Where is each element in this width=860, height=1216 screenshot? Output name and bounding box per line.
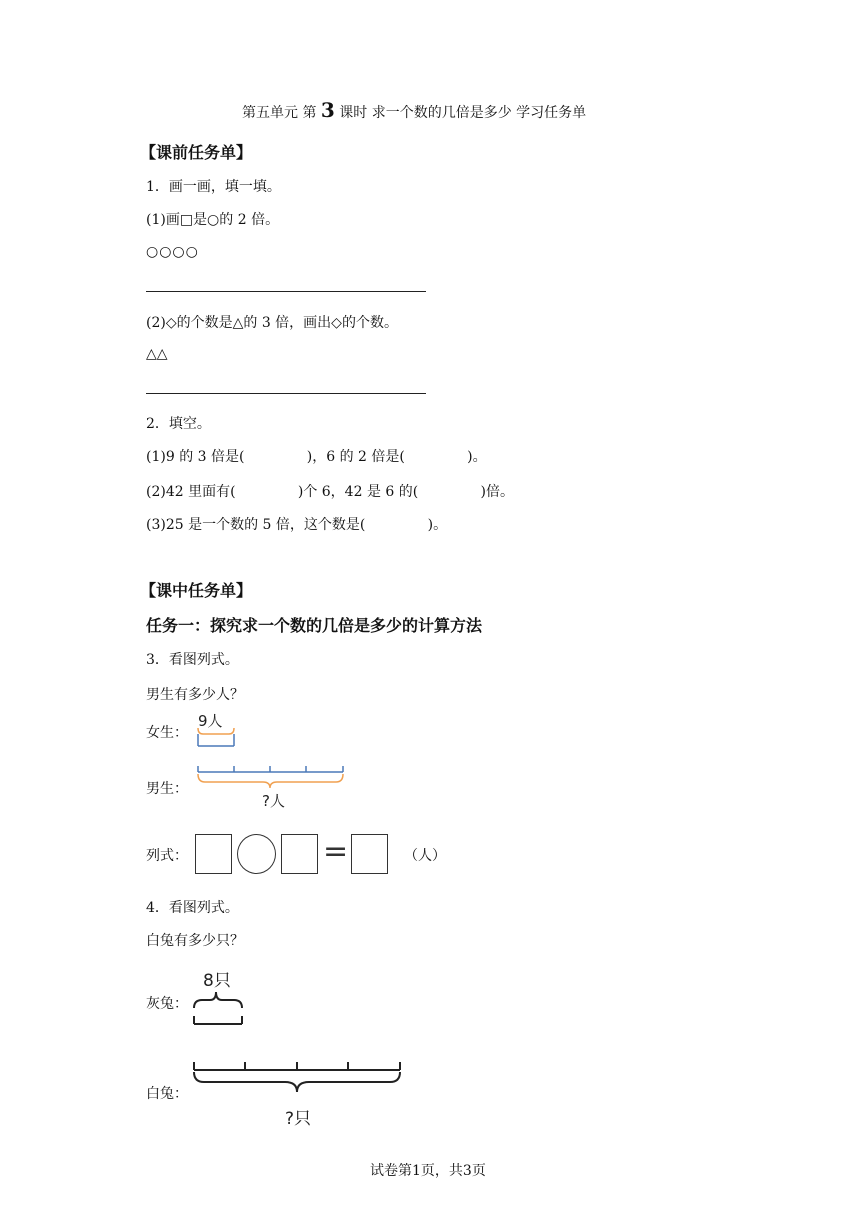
q2-sub3: (3)25 是一个数的 5 倍，这个数是( )。 — [146, 517, 448, 533]
q2-sub2: (2)42 里面有( )个 6，42 是 6 的( )倍。 — [146, 484, 514, 500]
formula-label: 列式： — [146, 848, 188, 864]
title-prefix: 第五单元 第 — [242, 105, 317, 121]
gray-rabbit-diagram — [190, 986, 250, 1030]
unit-label: （人） — [404, 848, 446, 864]
white-rabbit-diagram — [190, 1058, 410, 1098]
q1-sub2-shapes: △△ — [146, 346, 168, 362]
q2-sub1: (1)9 的 3 倍是( )，6 的 2 倍是( )。 — [146, 449, 487, 465]
title-lesson-number: 3 — [320, 98, 335, 122]
q4-text: 4．看图列式。 — [146, 900, 239, 916]
answer-box-result[interactable] — [351, 834, 388, 874]
answer-box-2[interactable] — [281, 834, 318, 874]
boys-amount: ?人 — [262, 792, 285, 810]
white-rabbit-label: 白兔： — [146, 1086, 188, 1102]
q1-text: 1．画一画，填一填。 — [146, 179, 281, 195]
operator-circle[interactable] — [237, 834, 276, 874]
q3-text: 3．看图列式。 — [146, 652, 239, 668]
q2-text: 2．填空。 — [146, 416, 211, 432]
q1-sub1-shapes: ○○○○ — [146, 244, 199, 260]
girls-diagram — [195, 726, 245, 752]
q1-sub1-answer-line[interactable] — [146, 291, 426, 292]
q4-question: 白兔有多少只？ — [146, 933, 244, 949]
page-title — [242, 98, 586, 122]
white-rabbit-amount: ?只 — [285, 1109, 312, 1129]
q1-sub2: (2)◇的个数是△的 3 倍，画出◇的个数。 — [146, 315, 398, 331]
boys-diagram — [195, 762, 350, 792]
q1-sub2-answer-line[interactable] — [146, 393, 426, 394]
equals-sign: = — [323, 834, 349, 869]
girls-label: 女生： — [146, 725, 188, 741]
gray-rabbit-label: 灰兔： — [146, 996, 188, 1012]
girls-amount: 9人 — [198, 712, 223, 730]
pre-class-heading: 【课前任务单】 — [140, 143, 253, 162]
q3-question: 男生有多少人？ — [146, 687, 244, 703]
gray-rabbit-amount: 8只 — [203, 971, 231, 991]
answer-box-1[interactable] — [195, 834, 232, 874]
page-footer: 试卷第1页，共3页 — [370, 1163, 486, 1179]
q1-sub1: (1)画□是○的 2 倍。 — [146, 212, 280, 228]
task1-heading: 任务一：探究求一个数的几倍是多少的计算方法 — [146, 616, 483, 635]
boys-label: 男生： — [146, 781, 188, 797]
in-class-heading: 【课中任务单】 — [140, 581, 253, 600]
title-suffix: 课时 求一个数的几倍是多少 学习任务单 — [339, 105, 587, 121]
